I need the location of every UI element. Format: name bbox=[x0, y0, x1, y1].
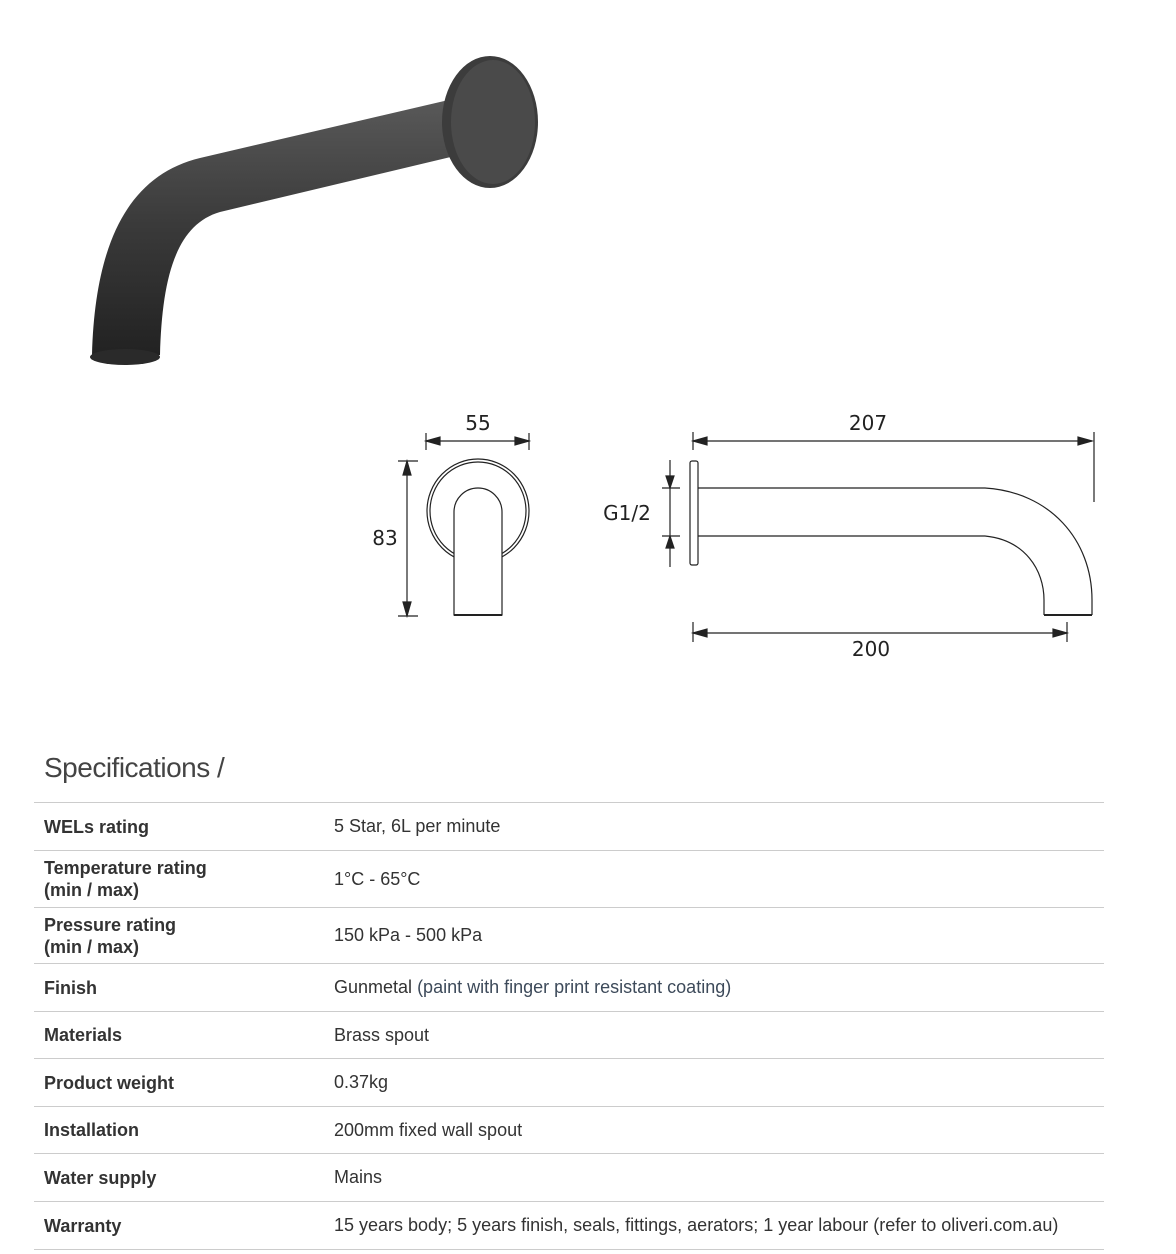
dim-thread: G1/2 bbox=[603, 501, 651, 525]
spec-value: 150 kPa - 500 kPa bbox=[324, 908, 1104, 964]
spec-label: Temperature rating (min / max) bbox=[34, 851, 324, 908]
finish-value: Gunmetal bbox=[334, 977, 413, 997]
table-row bbox=[34, 851, 1104, 908]
dim-side-reach: 200 bbox=[851, 637, 891, 661]
specifications-table bbox=[34, 802, 1104, 1250]
table-row bbox=[34, 1107, 1104, 1154]
spec-label: Finish bbox=[34, 964, 324, 1012]
table-row bbox=[34, 803, 1104, 851]
table-row bbox=[34, 1012, 1104, 1059]
spec-value: Brass spout bbox=[324, 1012, 1104, 1059]
spec-value: 15 years body; 5 years finish, seals, fittings, aerators; 1 year labour (refer to oliveri.com.au) bbox=[324, 1202, 1104, 1250]
table-row bbox=[34, 1154, 1104, 1202]
dim-side-overall: 207 bbox=[848, 411, 888, 435]
spec-label: Product weight bbox=[34, 1059, 324, 1107]
finish-note: (paint with finger print resistant coating) bbox=[417, 977, 732, 997]
spec-value: 1°C - 65°C bbox=[324, 851, 1104, 908]
spec-value: 0.37kg bbox=[324, 1059, 1104, 1107]
table-row bbox=[34, 908, 1104, 964]
dim-front-height: 83 bbox=[372, 526, 398, 550]
side-view bbox=[603, 411, 1094, 661]
spec-value bbox=[324, 964, 1104, 1012]
table-row bbox=[34, 964, 1104, 1012]
spec-value: 200mm fixed wall spout bbox=[324, 1107, 1104, 1154]
spec-label: WELs rating bbox=[34, 803, 324, 851]
front-view bbox=[372, 411, 529, 616]
spec-label: Warranty bbox=[34, 1202, 324, 1250]
specifications-heading: Specifications / bbox=[44, 752, 225, 783]
spec-label: Pressure rating (min / max) bbox=[34, 908, 324, 964]
spec-label: Installation bbox=[34, 1107, 324, 1154]
spec-label: Water supply bbox=[34, 1154, 324, 1202]
table-row bbox=[34, 1059, 1104, 1107]
spec-value: Mains bbox=[324, 1154, 1104, 1202]
table-row bbox=[34, 1202, 1104, 1250]
spec-label: Materials bbox=[34, 1012, 324, 1059]
spec-value: 5 Star, 6L per minute bbox=[324, 803, 1104, 851]
dim-front-width: 55 bbox=[465, 411, 491, 435]
